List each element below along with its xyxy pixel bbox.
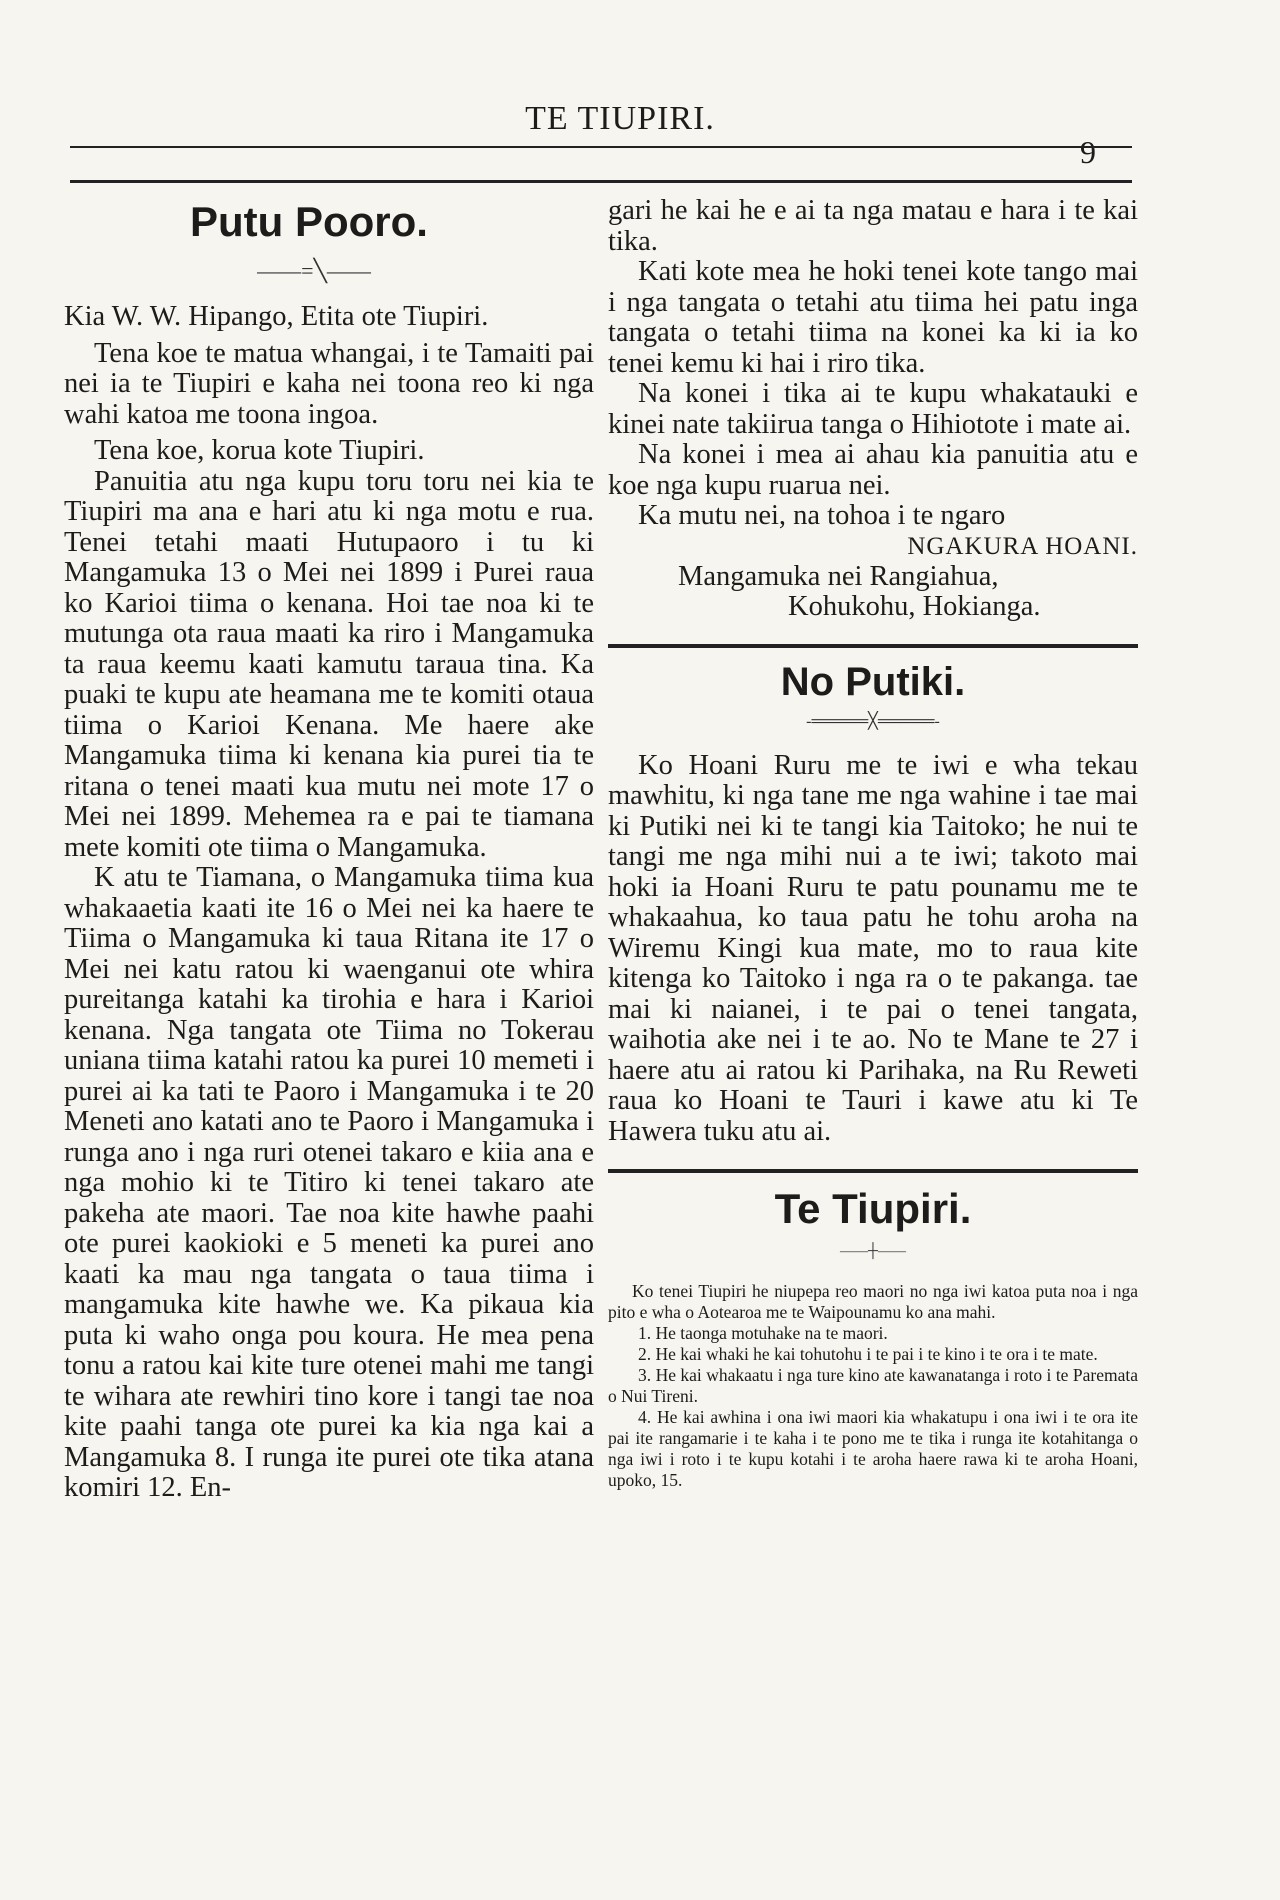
- signature-name: NGAKURA HOANI.: [907, 532, 1138, 560]
- paragraph: gari he kai he e ai ta nga matau e hara i te kai tika.: [608, 195, 1138, 257]
- paragraph: Ka mutu nei, na tohoa i te ngaro: [638, 500, 1006, 531]
- article-title-no-putiki: No Putiki.: [780, 659, 966, 704]
- paragraph: Tena koe, korua kote Tiupiri.: [94, 435, 425, 466]
- list-item: 4. He kai awhina i ona iwi maori kia whakatupu i ona iwi i te ora ite pai ite rangamarie i te kaha i te pono me te tika i runga ite kotahitanga o nga iwi i roto i te kupu kotahi i te aroha haere rawa ki te aroha Hoani, upoko, 15.: [608, 1407, 1138, 1490]
- right-column: [608, 196, 1138, 1491]
- section-divider: [608, 1169, 1138, 1173]
- article-title-putu-pooro: Putu Pooro.: [190, 198, 428, 245]
- paragraph: Kati kote mea he hoki tenei kote tango mai i nga tangata o tetahi atu tiima hei patu inga tangata o tetahi tiima na konei ka ki ia ko tenei kemu ki hai i riro tika.: [608, 256, 1138, 379]
- notice-list: [608, 1323, 1138, 1491]
- title-ornament: -═════╳═════-: [806, 712, 940, 730]
- paragraph: Panuitia atu nga kupu toru toru nei kia te Tiupiri ma ana e hari atu ki nga motu e rua. Tenei tetahi maati Hutupaoro i tu ki Mangamuka 13 o Mei nei 1899 i Purei raua ko Karioi tiima o kenana. Hoi tae noa ki te mutunga ota raua maati ka riro i Mangamuka ta raua keemu kaati kamutu taraua tina. Ka puaki te kupu ate heamana me te komiti otaua tiima o Karioi Kenana. Me haere ake Mangamuka tiima ki kenana kia purei tia te ritana o tenei maati kua mutu nei mote 17 o Mei nei 1899. Mehemea ra e pai te tiamana mete komiti ote tiima o Mangamuka.: [64, 465, 594, 863]
- header-rule-thick: [70, 180, 1132, 183]
- signature-place: Mangamuka nei Rangiahua,: [678, 560, 999, 592]
- paragraph: K atu te Tiamana, o Mangamuka tiima kua whakaaetia kaati ite 16 o Mei nei ka haere te Tiima o Mangamuka ki taua Ritana ite 17 o Mei nei katu ratou ki waenganui ote whira pureitanga katahi ka tirohia e hara i Karioi kenana. Nga tangata ote Tiima no Tokerau uniana tiima katahi ratou ka purei 10 memeti i purei ai ka tati te Paoro i Mangamuka i te 20 Meneti ano katati ano te Paoro i Mangamuka i runga ano i nga ruri otenei takaro e kiia ana e nga mohio ki te Titiro ki tenei takaro ate pakeha ate maori. Tae noa kite hawhe paahi ote purei kaokioki e 5 meneti ka purei ano kaati ka mau nga tangata o taua tiima i mangamuka kite hawhe we. Ka pikaua kia puta ki waho onga pou koura. He mea pena tonu a ratou kai kite ture otenei mahi me tangi te wihara ate rewhiri tino kore i tangi tae noa kite paahi tanga ote purei ka kia nga kai a Mangamuka 8. I runga ite purei ote tika atana komiri 12. En-: [64, 862, 594, 1503]
- title-ornament: ——┼——: [840, 1244, 906, 1259]
- left-column: [64, 190, 594, 1504]
- letter-salutation: Kia W. W. Hipango, Etita ote Tiupiri.: [64, 301, 489, 332]
- page-header-title: TE TIUPIRI.: [525, 100, 715, 137]
- section-divider: [608, 644, 1138, 648]
- title-ornament: ——=╲——: [257, 258, 371, 283]
- signature-place: Kohukohu, Hokianga.: [788, 590, 1041, 622]
- notice-box: [608, 1281, 1138, 1491]
- paragraph: Tena koe te matua whangai, i te Tamaiti pai nei ia te Tiupiri e kaha nei toona reo ki nga wahi katoa me toona ingoa.: [64, 337, 594, 430]
- list-item: 2. He kai whaki he kai tohutohu i te pai i te kino i te ora i te mate.: [638, 1344, 1098, 1364]
- article-title-te-tiupiri: Te Tiupiri.: [774, 1185, 972, 1232]
- header-rule: [70, 146, 1132, 148]
- list-item: 1. He taonga motuhake na te maori.: [638, 1323, 888, 1343]
- notice-intro: Ko tenei Tiupiri he niupepa reo maori no nga iwi katoa puta noa i nga pito e wha o Aotearoa me te Waipounamu ko ana mahi.: [608, 1281, 1138, 1322]
- paragraph: Na konei i tika ai te kupu whakatauki e kinei nate takiirua tanga o Hihiotote i mate ai.: [608, 378, 1138, 440]
- page-number: 9: [1080, 134, 1096, 170]
- paragraph: Na konei i mea ai ahau kia panuitia atu e koe nga kupu ruarua nei.: [608, 439, 1138, 501]
- paragraph: Ko Hoani Ruru me te iwi e wha tekau mawhitu, ki nga tane me nga wahine i tae mai ki Putiki nei ki te tangi kia Taitoko; he nui te tangi me nga mihi nui a te iwi; takoto mai hoki ia Hoani Ruru te patu pounamu me te whakaahua, ko taua patu he tohu aroha na Wiremu Kingi kua mate, mo to raua kite kitenga ko Taitoko i nga ra o te pakanga. tae mai ki naianei, i te pai o tenei tangata, waihotia ake nei i te ao. No te Mane te 27 i haere atu ai ratou ki Parihaka, na Ru Reweti raua ko Hoani te Tauri i kawe atu ki Te Hawera tuku atu ai.: [608, 749, 1138, 1147]
- list-item: 3. He kai whakaatu i nga ture kino ate kawanatanga i roto i te Paremata o Nui Tireni.: [608, 1365, 1138, 1406]
